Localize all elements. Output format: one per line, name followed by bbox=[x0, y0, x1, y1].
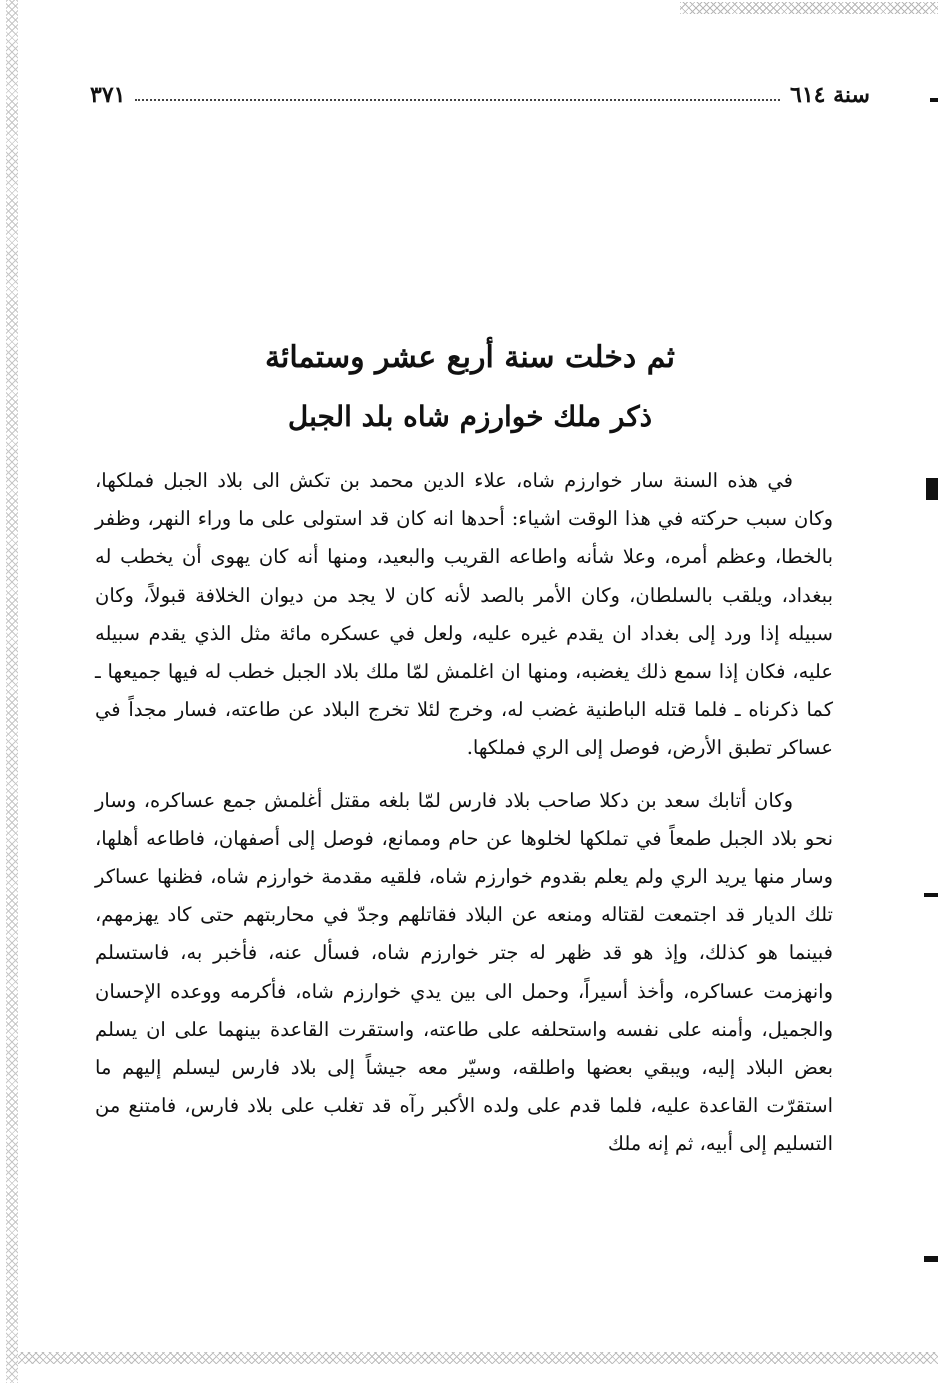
edge-mark-4 bbox=[924, 1256, 938, 1262]
body-text bbox=[95, 462, 833, 1178]
decorative-border-left bbox=[6, 0, 18, 1383]
decorative-border-bottom bbox=[18, 1352, 938, 1364]
paragraph: في هذه السنة سار خوارزم شاه، علاء الدين محمد بن تكش الى بلاد الجبل فملكها، وكان سبب حركته في هذا الوقت اشياء: أحدها انه كان قد استولى على ما وراء النهر، وظفر بالخطا، وعظم أمره، وعلا شأنه واطاعه القريب والبعيد، ومنها أنه كان يهوى أن يخطب له ببغداد، ويلقب بالسلطان، وكان الأمر بالصد لأنه كان لا يجد من ديوان الخلافة قبولاً، وكان سبيله إذا ورد إلى بغداد ان يقدم غيره عليه، ولعل في عسكره مائة مثل الذي يقدم سبيله عليه، فكان إذا سمع ذلك يغضبه، ومنها ان اغلمش لمّا ملك بلاد الجبل خطب له فيها جميعها ـ كما ذكرناه ـ فلما قتله الباطنية غضب له، وخرج لئلا تخرج البلاد عن طاعته، فسار مجداً في عساكر تطبق الأرض، فوصل إلى الري فملكها. bbox=[95, 469, 833, 760]
running-head: سنة ٦١٤ bbox=[790, 82, 870, 108]
page-header bbox=[90, 74, 870, 108]
decorative-border-top bbox=[680, 2, 938, 14]
edge-mark-2 bbox=[926, 478, 938, 500]
edge-mark-3 bbox=[924, 893, 938, 897]
edge-mark-1 bbox=[930, 98, 938, 102]
chapter-title: ثم دخلت سنة أربع عشر وستمائة bbox=[264, 340, 676, 375]
section-title: ذكر ملك خوارزم شاه بلد الجبل bbox=[287, 400, 653, 433]
page-number: ٣٧١ bbox=[90, 82, 126, 108]
paragraph: وكان أتابك سعد بن دكلا صاحب بلاد فارس لمّا بلغه مقتل أغلمش جمع عساكره، وسار نحو بلاد الجبل طمعاً في تملكها لخلوها عن حام وممانع، فوصل إلى أصفهان، فاطاعه أهلها، وسار منها يريد الري ولم يعلم بقدوم خوارزم شاه، فلقيه مقدمة خوارزم شاه، فظنها عساكر تلك الديار قد اجتمعت لقتاله ومنعه عن البلاد فقاتلهم وجدّ في محاربتهم حتى كاد يهزمهم، فبينما هو كذلك، وإذ هو قد ظهر له جتر خوارزم شاه، فسأل عنه، فأخبر به، فاستسلم وانهزمت عساكره، وأخذ أسيراً، وحمل الى بين يدي خوارزم شاه، فأكرمه ووعده الإحسان والجميل، وأمنه على نفسه واستحلفه على طاعته، واستقرت القاعدة بينهما على ان يسلم بعض البلاد إليه، ويبقي بعضها واطلقه، وسيّر معه جيشاً إلى بلاد فارس ليسلم إليهم ما استقرّت القاعدة عليه، فلما قدم على ولده الأكبر رآه قد تغلب على بلاد فارس، فامتنع من التسليم إلى أبيه، ثم إنه ملك bbox=[95, 788, 833, 1156]
dot-leader bbox=[135, 98, 780, 101]
